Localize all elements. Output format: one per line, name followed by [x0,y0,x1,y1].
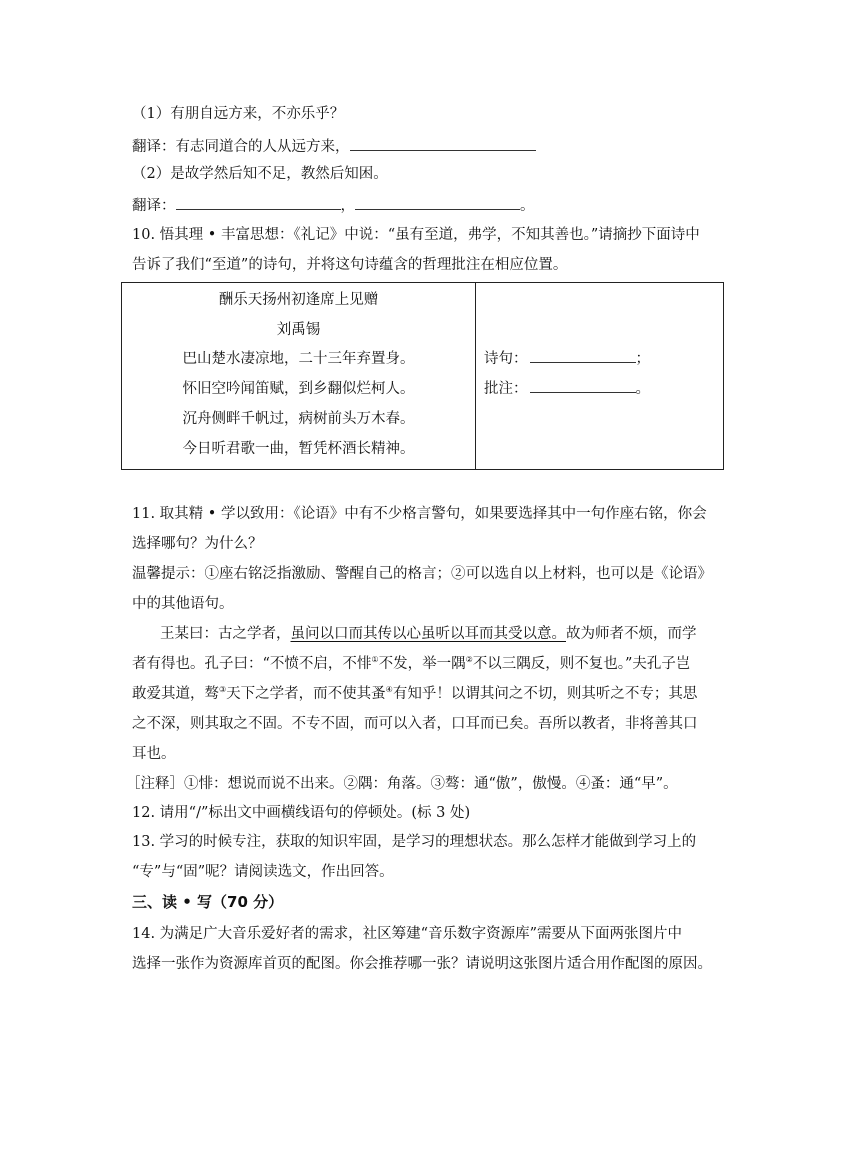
period: 。 [520,198,535,214]
q10-line1: 10. 悟其理 • 丰富思想：《礼记》中说：“虽有至道，弗学，不知其善也。”请摘抄下面诗中 [132,227,700,243]
poem-line: 巴山楚水凄凉地，二十三年弃置身。 [182,351,415,367]
answer-note-row [484,379,650,399]
answer-poem-label: 诗句： [484,351,528,367]
footnote-marker: ② [465,655,473,664]
footnote-marker: ① [371,655,379,664]
footnote-marker: ③ [219,685,227,694]
passage-line [132,654,690,674]
answer-note-end: 。 [635,381,650,397]
q9-translation1-prefix: 翻译：有志同道合的人从远方来， [132,139,350,155]
passage-text: 者有得也。孔子曰：“不愤不启，不悱 [132,656,372,672]
answer-note-label: 批注： [484,381,528,397]
answer-poem-end: ； [635,351,650,367]
answer-blank[interactable] [530,349,636,363]
passage-line: 之不深，则其取之不固。不专不固，而可以入者，口耳而已矣。吾所以教者，非将善其口 [132,716,698,732]
passage-line [160,624,697,644]
passage-text: 不以三隅反，则不复也。”夫孔子岂 [472,656,691,672]
q9-translation2-prefix: 翻译： [132,198,176,214]
answer-blank[interactable] [350,136,536,151]
passage-line: 耳也。 [132,746,176,762]
passage-text: 王某曰：古之学者， [160,626,291,642]
poem-table [121,282,724,470]
poem-line: 今日听君歌一曲，暂凭杯酒长精神。 [182,441,415,457]
underlined-sentence: 虽问以口而其传以心虽听以耳而其受以意。 [290,626,566,642]
poem-line: 沉舟侧畔千帆过，病树前头万木春。 [182,411,415,427]
section-heading: 三、读 • 写（70 分） [132,893,284,911]
q9-translation1 [132,136,536,157]
passage-text: 有知乎！以谓其问之不切，则其听之不专；其思 [392,686,698,702]
passage-text: 故为师者不烦，而学 [566,626,697,642]
answer-blank[interactable] [355,195,520,210]
q9-item2: （2）是故学然后知不足，教然后知困。 [132,166,388,182]
q9-translation2 [132,195,535,216]
answer-blank[interactable] [530,379,636,393]
q12: 12. 请用“/”标出文中画横线语句的停顿处。(标 3 处) [132,805,471,821]
q13-line1: 13. 学习的时候专注，获取的知识牢固，是学习的理想状态。那么怎样才能做到学习上的 [132,834,697,850]
q14-line2: 选择一张作为资源库首页的配图。你会推荐哪一张？请说明这张图片适合用作配图的原因。 [132,956,712,972]
q14-line1: 14. 为满足广大音乐爱好者的需求，社区筹建“音乐数字资源库”需要从下面两张图片中 [132,926,682,942]
answer-blank[interactable] [176,195,341,210]
answer-poem-row [484,349,650,369]
poem-title: 酬乐天扬州初逢席上见赠 [218,292,379,308]
passage-text: 敢爱其道，骜 [132,686,219,702]
poem-line: 怀旧空吟闻笛赋，到乡翻似烂柯人。 [182,381,415,397]
passage-text: 不发，举一隅 [378,656,466,672]
comma: ， [340,198,355,214]
passage-line [132,684,697,704]
q9-item1: （1）有朋自远方来，不亦乐乎？ [132,106,345,122]
q11-line2: 选择哪句？为什么？ [132,536,263,552]
q11-tip2: 中的其他语句。 [132,596,234,612]
footnote-marker: ④ [385,685,393,694]
poem-author: 刘禹锡 [276,322,321,338]
q10-line2: 告诉了我们“至道”的诗句，并将这句诗蕴含的哲理批注在相应位置。 [132,257,568,273]
q11-tip1: 温馨提示：①座右铭泛指激励、警醒自己的格言；②可以选自以上材料，也可以是《论语》 [132,566,712,582]
q13-line2: “专”与“固”呢？请阅读选文，作出回答。 [132,864,394,880]
table-divider [475,283,476,469]
passage-text: 天下之学者，而不使其蚤 [226,686,386,702]
passage-notes: ［注释］①悱：想说而说不出来。②隅：角落。③骜：通“傲”，傲慢。④蚤：通“早”。 [126,776,678,792]
q11-line1: 11. 取其精 • 学以致用：《论语》中有不少格言警句，如果要选择其中一句作座右铭，你会 [132,506,707,522]
